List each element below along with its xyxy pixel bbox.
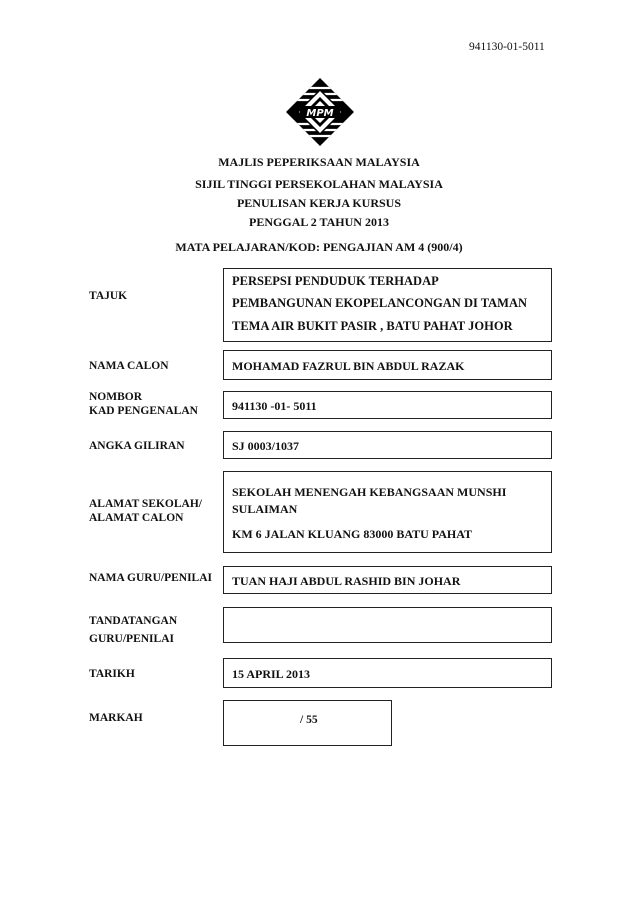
label-nama-calon: NAMA CALON	[89, 360, 169, 372]
tarikh-box	[223, 658, 552, 688]
nama-calon-value: MOHAMAD FAZRUL BIN ABDUL RAZAK	[232, 359, 465, 373]
label-guru-penilai: GURU/PENILAI	[89, 633, 174, 645]
nama-calon-box	[223, 350, 552, 380]
alamat-line-1: SEKOLAH MENENGAH KEBANGSAAN MUNSHI	[232, 485, 507, 499]
header-line-1: MAJLIS PEPERIKSAAN MALAYSIA	[218, 155, 420, 169]
guru-value: TUAN HAJI ABDUL RASHID BIN JOHAR	[232, 574, 461, 588]
label-kad-pengenalan: KAD PENGENALAN	[89, 405, 198, 417]
header-line-3: PENULISAN KERJA KURSUS	[236, 196, 402, 210]
label-alamat-sekolah: ALAMAT SEKOLAH/	[89, 498, 202, 510]
label-tajuk: TAJUK	[89, 290, 128, 302]
markah-value: / 55	[300, 714, 318, 726]
alamat-box	[223, 471, 552, 553]
reference-number: 941130-01-5011	[469, 41, 545, 53]
alamat-line-3: KM 6 JALAN KLUANG 83000 BATU PAHAT	[232, 527, 472, 541]
tarikh-value: 15 APRIL 2013	[232, 667, 311, 681]
subject-line: MATA PELAJARAN/KOD: PENGAJIAN AM 4 (900/4)	[175, 240, 463, 254]
alamat-line-2: SULAIMAN	[232, 502, 298, 516]
label-tarikh: TARIKH	[89, 668, 135, 680]
tandatangan-box[interactable]	[223, 607, 552, 643]
mpm-logo	[284, 76, 356, 148]
guru-box	[223, 566, 552, 594]
angka-giliran-box	[223, 431, 552, 459]
header-line-2: SIJIL TINGGI PERSEKOLAHAN MALAYSIA	[195, 177, 443, 191]
label-tandatangan: TANDATANGAN	[89, 615, 178, 627]
label-alamat-calon: ALAMAT CALON	[89, 512, 184, 524]
label-markah: MARKAH	[89, 712, 143, 724]
header-line-4: PENGGAL 2 TAHUN 2013	[249, 215, 389, 229]
tajuk-line-1: PERSEPSI PENDUDUK TERHADAP	[232, 274, 439, 288]
tajuk-line-2: PEMBANGUNAN EKOPELANCONGAN DI TAMAN	[232, 296, 528, 310]
nombor-kp-box	[223, 391, 552, 419]
logo-text: MPM	[306, 108, 334, 119]
tajuk-box	[223, 268, 552, 342]
nombor-kp-value: 941130 -01- 5011	[232, 399, 317, 413]
tajuk-line-3: TEMA AIR BUKIT PASIR , BATU PAHAT JOHOR	[232, 319, 513, 333]
label-angka-giliran: ANGKA GILIRAN	[89, 440, 185, 452]
angka-giliran-value: SJ 0003/1037	[232, 439, 300, 453]
label-nama-guru: NAMA GURU/PENILAI	[89, 572, 212, 584]
markah-box	[223, 700, 392, 746]
label-nombor: NOMBOR	[89, 391, 143, 403]
